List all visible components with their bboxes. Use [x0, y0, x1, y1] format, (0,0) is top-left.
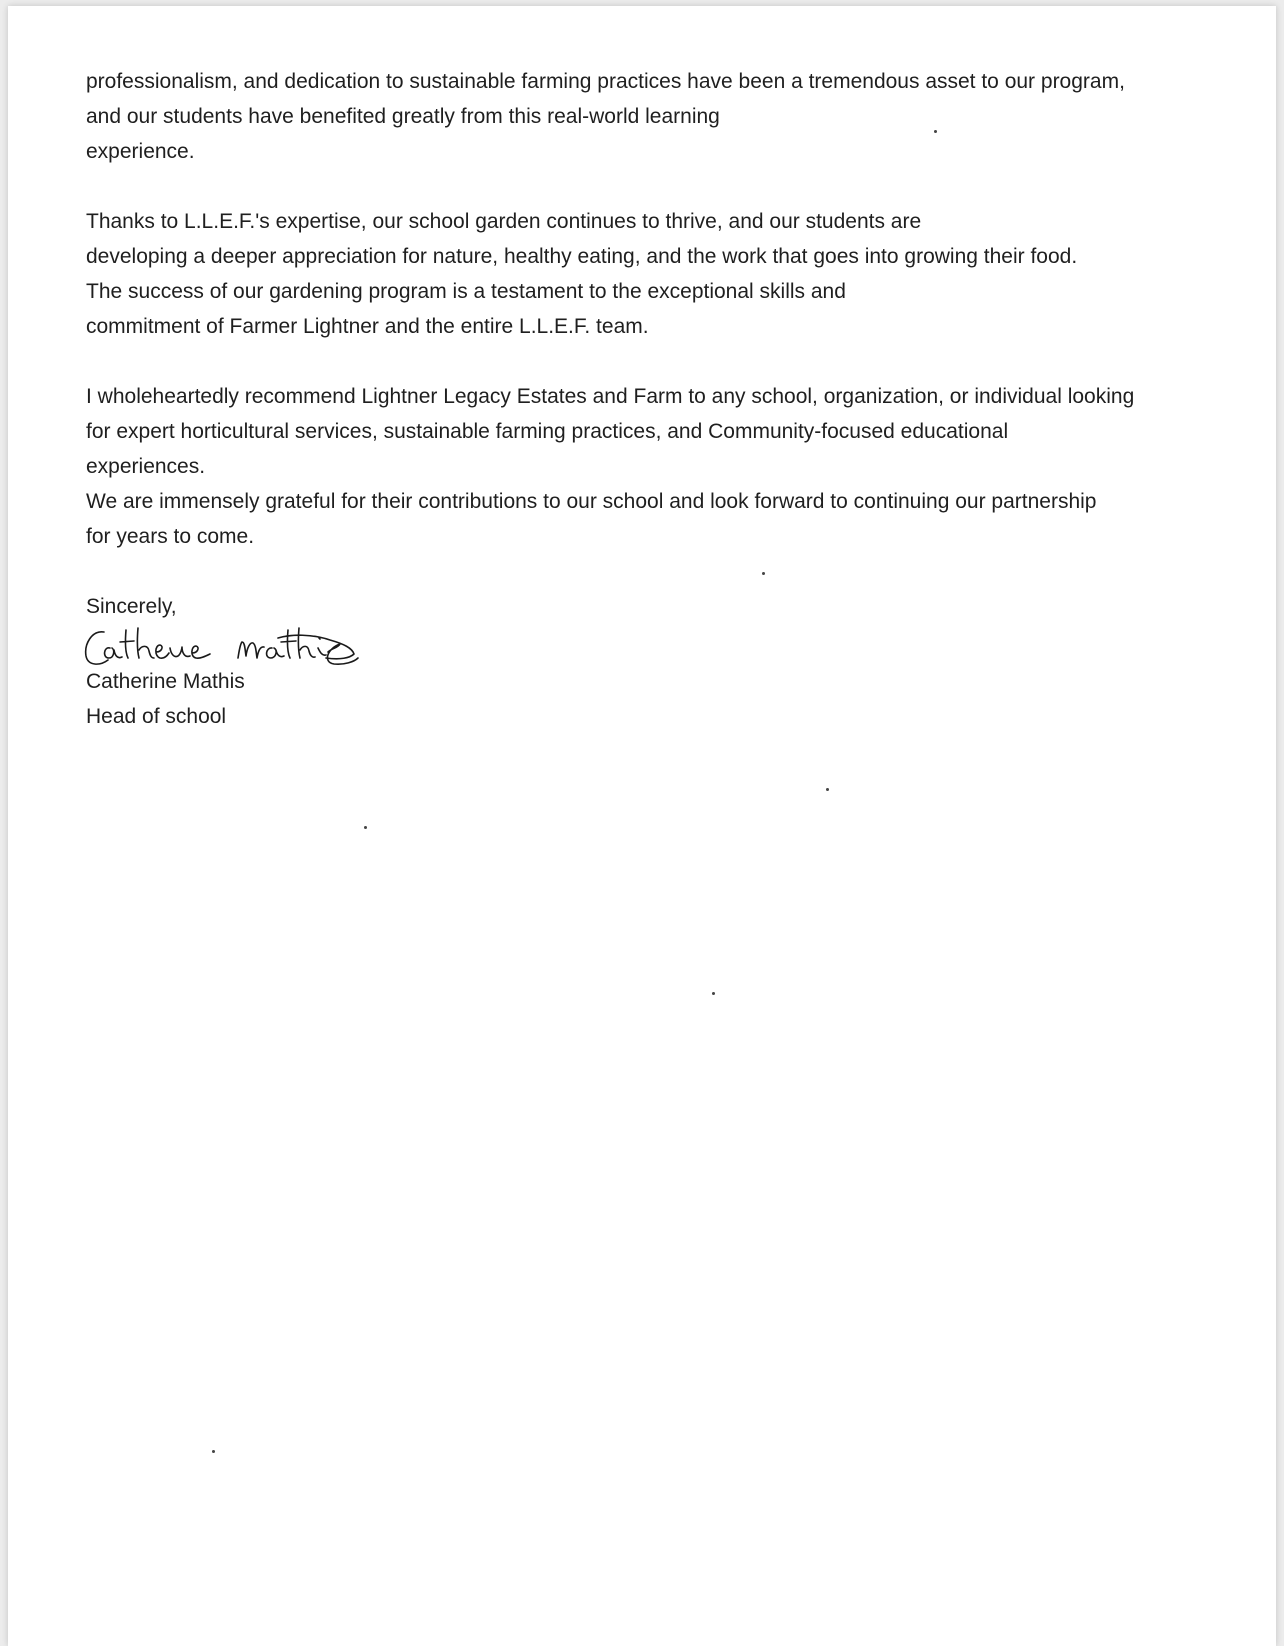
text-line: commitment of Farmer Lightner and the entire L.L.E.F. team. — [86, 315, 649, 338]
signer-name: Catherine Mathis — [86, 670, 245, 693]
text-line: professionalism, and dedication to sustainable farming practices have been a tremendous asset to our program, — [86, 70, 1125, 93]
document-page — [8, 6, 1276, 1646]
paper-speck — [826, 788, 829, 791]
text-line: I wholeheartedly recommend Lightner Legacy Estates and Farm to any school, organization, or individual looking — [86, 385, 1135, 408]
text-line: developing a deeper appreciation for nature, healthy eating, and the work that goes into growing their food. — [86, 245, 1078, 268]
paper-speck — [762, 572, 765, 575]
letter-body — [86, 64, 1216, 734]
text-line: experiences. — [86, 455, 206, 478]
paper-speck — [712, 992, 715, 995]
text-line: for years to come. — [86, 525, 255, 548]
paragraph-recommendation — [86, 379, 1216, 554]
paper-speck — [364, 826, 367, 829]
signer-title: Head of school — [86, 705, 227, 728]
text-line: We are immensely grateful for their contributions to our school and look forward to continuing our partnership — [86, 490, 1097, 513]
paper-speck — [934, 130, 937, 133]
paper-speck — [212, 1450, 215, 1453]
text-line: for expert horticultural services, sustainable farming practices, and Community-focused educational — [86, 420, 1009, 443]
signature-block — [86, 589, 1216, 734]
paragraph-garden — [86, 204, 1216, 344]
paragraph-partnership — [86, 64, 1216, 169]
text-line: Thanks to L.L.E.F.'s expertise, our school garden continues to thrive, and our students are — [86, 210, 922, 233]
text-line: and our students have benefited greatly from this real-world learning — [86, 105, 720, 128]
text-line: The success of our gardening program is a testament to the exceptional skills and — [86, 280, 846, 303]
closing-salutation: Sincerely, — [86, 595, 177, 618]
text-line: experience. — [86, 140, 195, 163]
